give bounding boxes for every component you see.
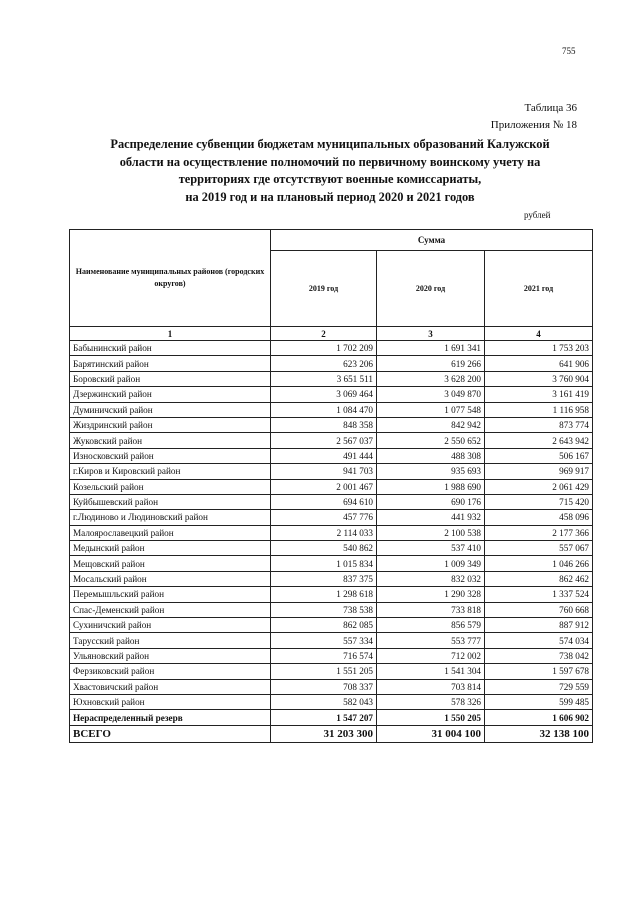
total-name: ВСЕГО	[70, 725, 271, 742]
header-2019: 2019 год	[271, 251, 377, 327]
value-2019: 716 574	[271, 648, 377, 663]
title-line-2: области на осуществление полномочий по первичному воинскому учету на	[119, 154, 541, 169]
value-2019: 582 043	[271, 694, 377, 709]
total-2019: 31 203 300	[271, 725, 377, 742]
value-2021: 760 668	[485, 602, 593, 617]
value-2019: 3 651 511	[271, 371, 377, 386]
value-2019: 1 084 470	[271, 402, 377, 417]
table-number: Таблица 36	[524, 102, 577, 114]
value-2020: 441 932	[377, 510, 485, 525]
table-row	[70, 510, 593, 525]
value-2019: 1 551 205	[271, 664, 377, 679]
table-row	[70, 541, 593, 556]
reserve-row	[70, 710, 593, 725]
table-row	[70, 571, 593, 586]
table-row	[70, 648, 593, 663]
value-2020: 488 308	[377, 448, 485, 463]
page-number: 755	[562, 46, 576, 56]
value-2019: 848 358	[271, 417, 377, 432]
district-name: Перемышльский район	[70, 587, 271, 602]
table-row	[70, 464, 593, 479]
document-title	[60, 136, 600, 206]
table-row	[70, 417, 593, 432]
value-2019: 941 703	[271, 464, 377, 479]
table-row	[70, 618, 593, 633]
district-name: Хвастовичский район	[70, 679, 271, 694]
value-2020: 703 814	[377, 679, 485, 694]
value-2021: 862 462	[485, 571, 593, 586]
district-name: Боровский район	[70, 371, 271, 386]
unit-label: рублей	[524, 210, 551, 220]
value-2019: 837 375	[271, 571, 377, 586]
title-line-4: на 2019 год и на плановый период 2020 и 2021 годов	[185, 189, 475, 204]
district-name: Малоярославецкий район	[70, 525, 271, 540]
table-row	[70, 679, 593, 694]
value-2021: 458 096	[485, 510, 593, 525]
value-2019: 862 085	[271, 618, 377, 633]
value-2020: 1 077 548	[377, 402, 485, 417]
table-row	[70, 387, 593, 402]
value-2019: 2 567 037	[271, 433, 377, 448]
value-2021: 3 161 419	[485, 387, 593, 402]
value-2020: 1 541 304	[377, 664, 485, 679]
value-2019: 623 206	[271, 356, 377, 371]
reserve-2021: 1 606 902	[485, 710, 593, 725]
table-row	[70, 448, 593, 463]
value-2021: 2 177 366	[485, 525, 593, 540]
district-name: Дзержинский район	[70, 387, 271, 402]
table-row	[70, 494, 593, 509]
value-2020: 3 628 200	[377, 371, 485, 386]
table-row	[70, 356, 593, 371]
value-2019: 540 862	[271, 541, 377, 556]
value-2021: 506 167	[485, 448, 593, 463]
district-name: Сухиничский район	[70, 618, 271, 633]
district-name: г.Людиново и Людиновский район	[70, 510, 271, 525]
district-name: Жиздринский район	[70, 417, 271, 432]
value-2021: 887 912	[485, 618, 593, 633]
reserve-name: Нераспределенный резерв	[70, 710, 271, 725]
value-2020: 2 550 652	[377, 433, 485, 448]
value-2021: 1 337 524	[485, 587, 593, 602]
value-2020: 619 266	[377, 356, 485, 371]
district-name: Куйбышевский район	[70, 494, 271, 509]
district-name: Бабынинский район	[70, 341, 271, 356]
table-row	[70, 433, 593, 448]
value-2019: 3 069 464	[271, 387, 377, 402]
table-row	[70, 341, 593, 356]
value-2020: 690 176	[377, 494, 485, 509]
total-2020: 31 004 100	[377, 725, 485, 742]
value-2020: 712 002	[377, 648, 485, 663]
district-name: Ульяновский район	[70, 648, 271, 663]
district-name: Ферзиковский район	[70, 664, 271, 679]
value-2019: 1 015 834	[271, 556, 377, 571]
district-name: Медынский район	[70, 541, 271, 556]
column-number-2: 2	[271, 327, 377, 341]
reserve-2019: 1 547 207	[271, 710, 377, 725]
district-name: Козельский район	[70, 479, 271, 494]
table-row	[70, 602, 593, 617]
value-2019: 738 538	[271, 602, 377, 617]
value-2020: 2 100 538	[377, 525, 485, 540]
value-2020: 935 693	[377, 464, 485, 479]
district-name: Думиничский район	[70, 402, 271, 417]
value-2019: 2 114 033	[271, 525, 377, 540]
value-2020: 1 691 341	[377, 341, 485, 356]
value-2019: 457 776	[271, 510, 377, 525]
appendix-number: Приложения № 18	[490, 119, 577, 131]
district-name: Жуковский район	[70, 433, 271, 448]
value-2020: 3 049 870	[377, 387, 485, 402]
value-2020: 1 009 349	[377, 556, 485, 571]
value-2021: 2 061 429	[485, 479, 593, 494]
table-row	[70, 525, 593, 540]
district-name: Мосальский район	[70, 571, 271, 586]
total-row	[70, 725, 593, 742]
value-2020: 733 818	[377, 602, 485, 617]
title-line-3: территориях где отсутствуют военные комиссариаты,	[178, 172, 482, 186]
value-2021: 1 753 203	[485, 341, 593, 356]
title-line-1: Распределение субвенции бюджетам муниципальных образований Калужской	[110, 137, 550, 151]
value-2021: 3 760 904	[485, 371, 593, 386]
header-2021: 2021 год	[485, 251, 593, 327]
value-2020: 553 777	[377, 633, 485, 648]
column-number-1: 1	[70, 327, 271, 341]
total-2021: 32 138 100	[485, 725, 593, 742]
district-name: Мещовский район	[70, 556, 271, 571]
table-row	[70, 556, 593, 571]
header-name-column: Наименование муниципальных районов (городских округов)	[70, 230, 271, 327]
district-name: г.Киров и Кировский район	[70, 464, 271, 479]
value-2020: 856 579	[377, 618, 485, 633]
table-row	[70, 479, 593, 494]
value-2021: 873 774	[485, 417, 593, 432]
value-2019: 1 702 209	[271, 341, 377, 356]
value-2021: 738 042	[485, 648, 593, 663]
header-sum: Сумма	[271, 230, 593, 251]
district-name: Износковский район	[70, 448, 271, 463]
value-2019: 491 444	[271, 448, 377, 463]
table-row	[70, 633, 593, 648]
header-2020: 2020 год	[377, 251, 485, 327]
value-2020: 1 290 328	[377, 587, 485, 602]
value-2019: 2 001 467	[271, 479, 377, 494]
value-2021: 557 067	[485, 541, 593, 556]
table-row	[70, 694, 593, 709]
district-name: Спас-Деменский район	[70, 602, 271, 617]
value-2021: 715 420	[485, 494, 593, 509]
district-name: Юхновский район	[70, 694, 271, 709]
reserve-2020: 1 550 205	[377, 710, 485, 725]
table-body	[70, 341, 593, 743]
district-name: Барятинский район	[70, 356, 271, 371]
subvention-table	[69, 229, 593, 743]
table-row	[70, 664, 593, 679]
value-2020: 832 032	[377, 571, 485, 586]
value-2020: 537 410	[377, 541, 485, 556]
value-2019: 694 610	[271, 494, 377, 509]
column-number-4: 4	[485, 327, 593, 341]
value-2021: 1 116 958	[485, 402, 593, 417]
table-row	[70, 371, 593, 386]
value-2021: 2 643 942	[485, 433, 593, 448]
value-2019: 557 334	[271, 633, 377, 648]
value-2020: 578 326	[377, 694, 485, 709]
value-2021: 969 917	[485, 464, 593, 479]
column-number-3: 3	[377, 327, 485, 341]
value-2021: 574 034	[485, 633, 593, 648]
table-label	[491, 100, 577, 134]
value-2021: 1 046 266	[485, 556, 593, 571]
value-2021: 641 906	[485, 356, 593, 371]
table-row	[70, 587, 593, 602]
value-2020: 842 942	[377, 417, 485, 432]
value-2020: 1 988 690	[377, 479, 485, 494]
table-row	[70, 402, 593, 417]
value-2021: 1 597 678	[485, 664, 593, 679]
value-2021: 729 559	[485, 679, 593, 694]
value-2019: 1 298 618	[271, 587, 377, 602]
value-2021: 599 485	[485, 694, 593, 709]
district-name: Тарусский район	[70, 633, 271, 648]
value-2019: 708 337	[271, 679, 377, 694]
